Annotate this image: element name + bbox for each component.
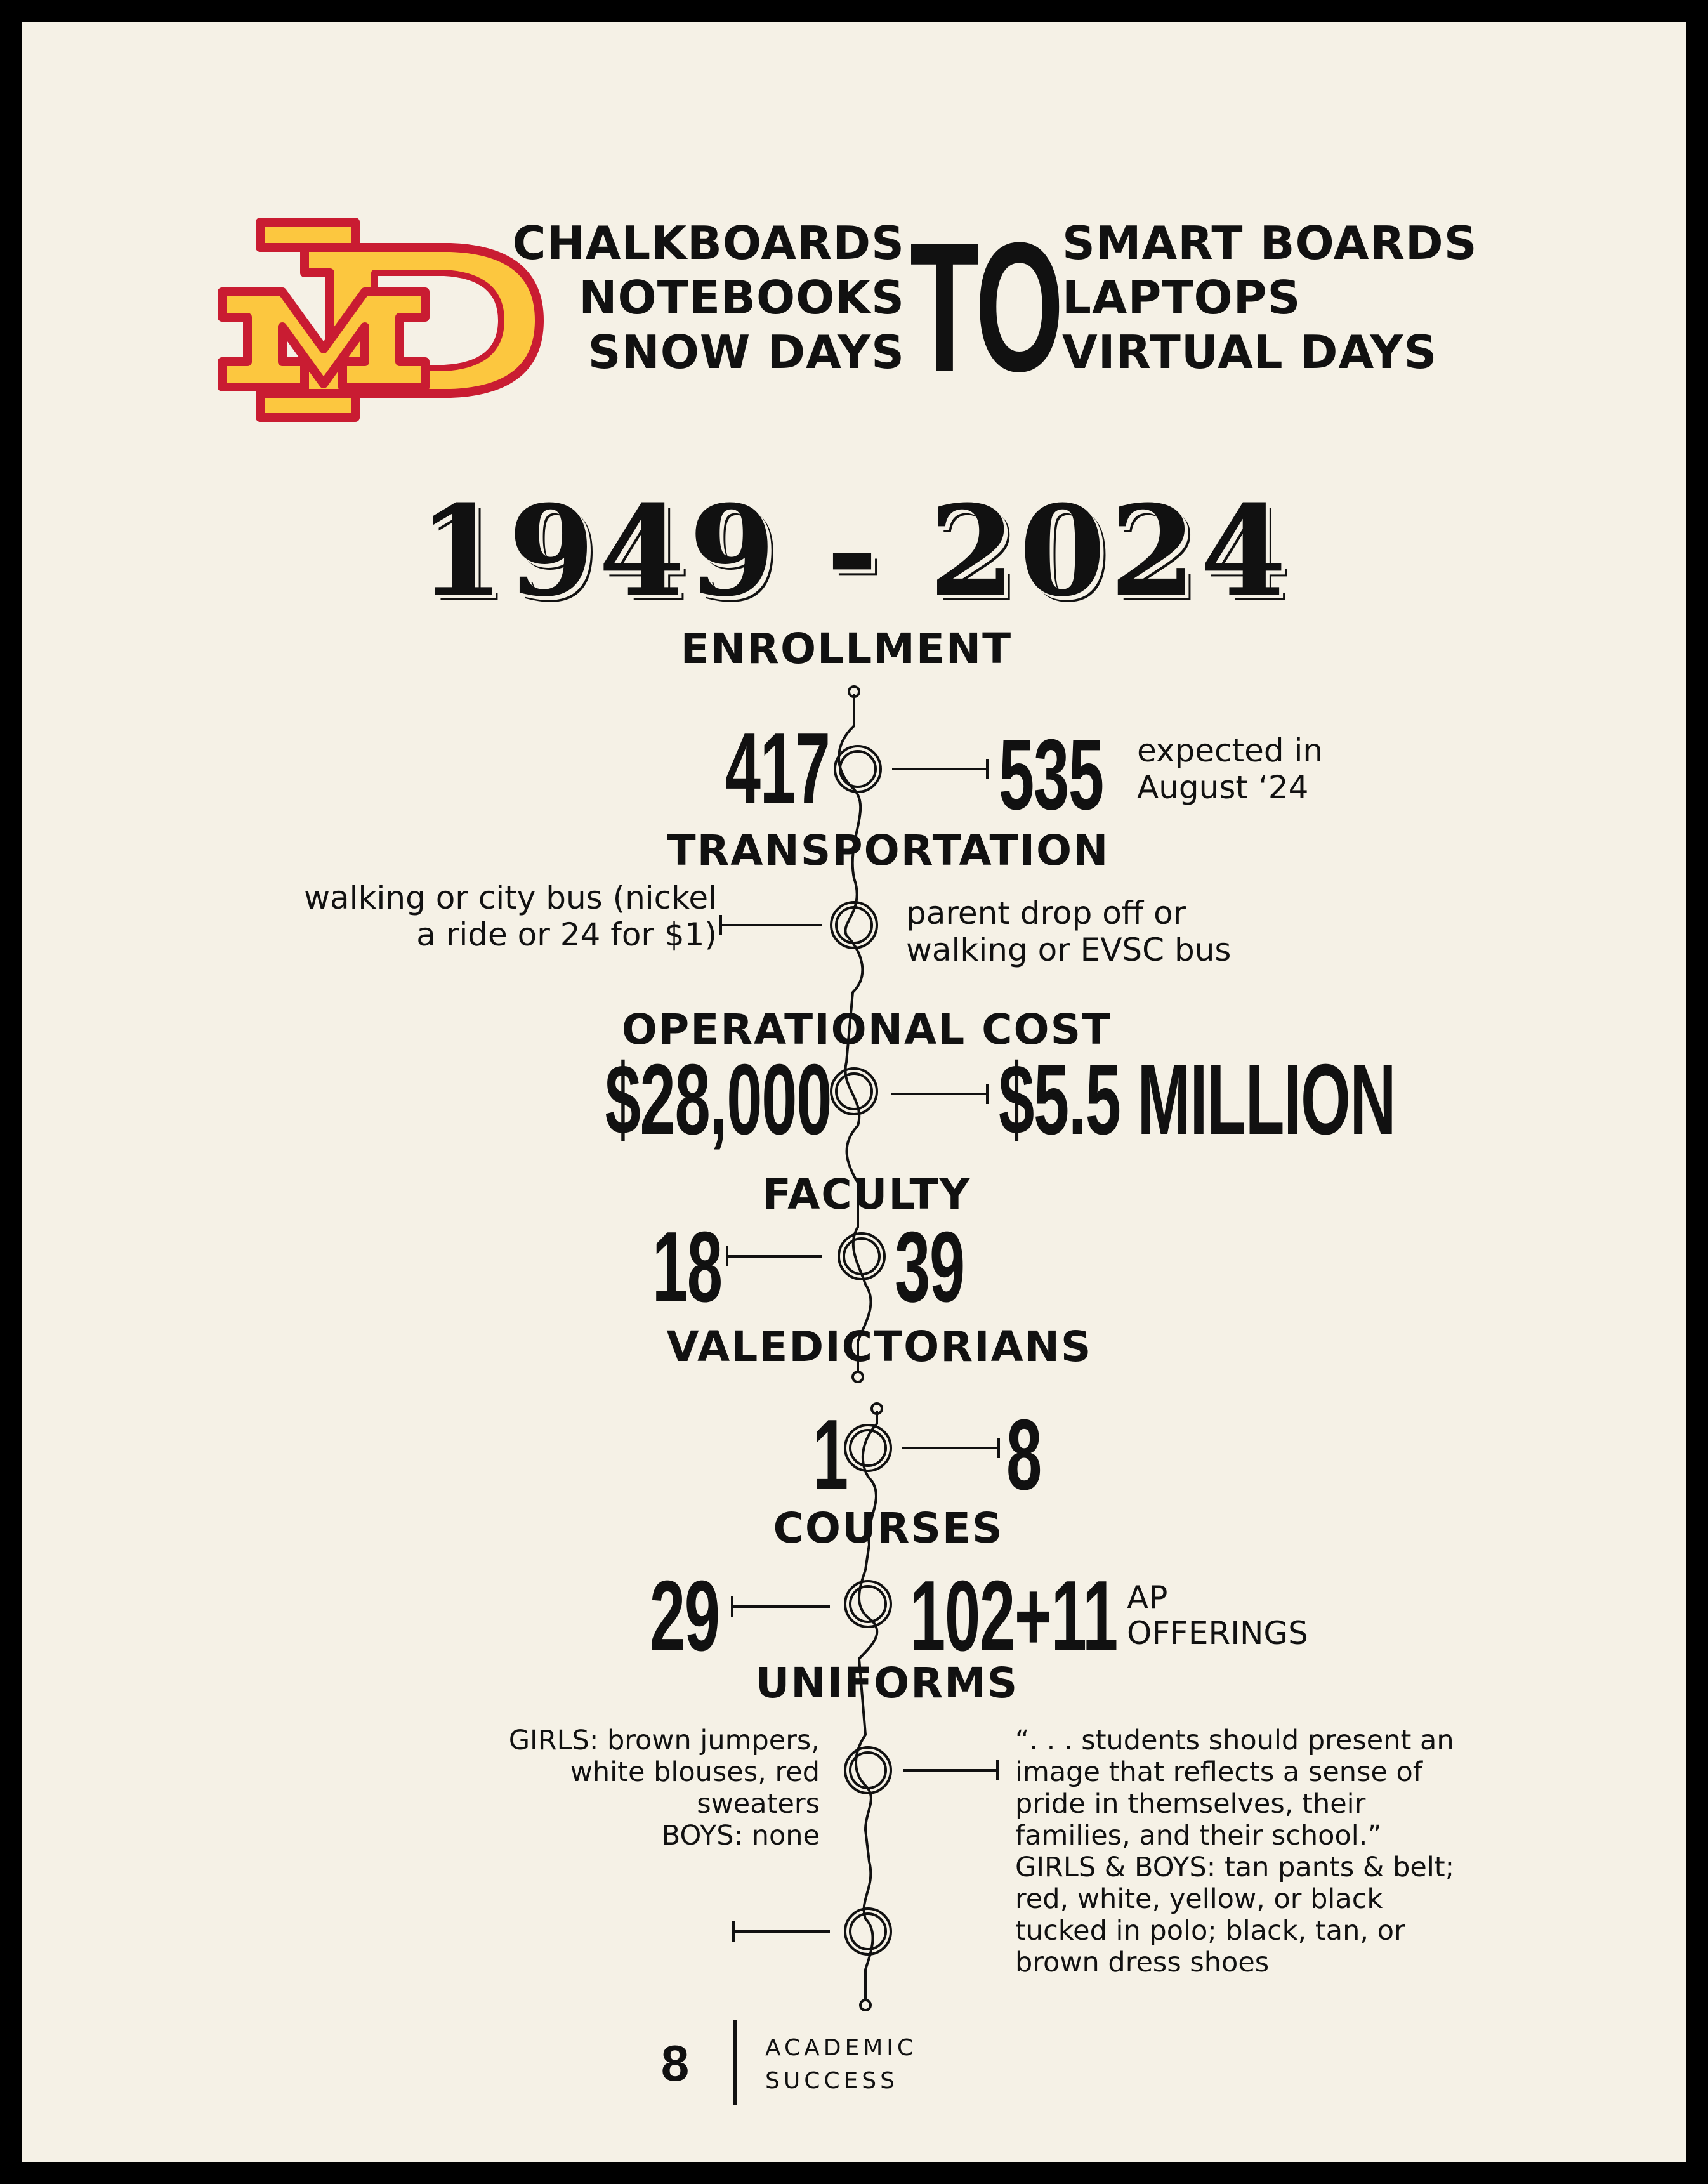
uniforms-now-line: “. . . students should present an (1015, 1725, 1454, 1756)
header-connector: TO (910, 204, 1062, 410)
courses-title: COURSES (773, 1504, 1004, 1553)
enrollment-now-note: expected in (1137, 732, 1324, 769)
enrollment-then: 417 (725, 713, 830, 824)
uniforms-then-line: sweaters (697, 1788, 820, 1820)
courses-now: 102+11 (910, 1560, 1117, 1672)
enrollment-title: ENROLLMENT (680, 624, 1013, 673)
uniforms-now-line: tucked in polo; black, tan, or (1015, 1915, 1405, 1947)
operational-cost-then: $28,000 (605, 1044, 831, 1155)
header-right-line: LAPTOPS (1062, 271, 1301, 324)
transportation-now: walking or EVSC bus (906, 931, 1232, 968)
footer-label: SUCCESS (765, 2068, 898, 2094)
operational-cost-now: $5.5 MILLION (999, 1044, 1396, 1155)
courses-then: 29 (650, 1560, 719, 1672)
footer-divider (733, 2020, 737, 2105)
uniforms-now-line: families, and their school.” (1015, 1820, 1382, 1852)
transportation-title: TRANSPORTATION (667, 826, 1110, 875)
enrollment-now: 535 (999, 719, 1103, 831)
operational-cost-title: OPERATIONAL COST (621, 1005, 1112, 1054)
page (22, 22, 1686, 2162)
valedictorians-then: 1 (813, 1399, 848, 1511)
enrollment-now-note: August ‘24 (1137, 769, 1309, 806)
uniforms-now-line: GIRLS & BOYS: tan pants & belt; (1015, 1852, 1455, 1883)
courses-now-note: AP (1127, 1579, 1168, 1616)
header-left-line: NOTEBOOKS (579, 271, 905, 324)
header-left-line: CHALKBOARDS (512, 216, 905, 270)
uniforms-now-line: image that reflects a sense of (1015, 1756, 1422, 1788)
years-heading: 1949 - 2024 (417, 478, 1291, 624)
courses-now-note: OFFERINGS (1127, 1615, 1308, 1652)
page-number: 8 (660, 2035, 690, 2091)
faculty-then: 18 (652, 1211, 722, 1323)
footer-label: ACADEMIC (765, 2035, 917, 2061)
uniforms-now-line: pride in themselves, their (1015, 1788, 1366, 1820)
uniforms-then-line: BOYS: none (661, 1820, 820, 1852)
uniforms-then-line: white blouses, red (570, 1756, 820, 1788)
uniforms-now-line: red, white, yellow, or black (1015, 1883, 1383, 1915)
uniforms-now-line: brown dress shoes (1015, 1947, 1270, 1978)
transportation-now: parent drop off or (906, 895, 1186, 931)
transportation-then: walking or city bus (nickel (304, 879, 717, 916)
uniforms-then-line: GIRLS: brown jumpers, (508, 1725, 820, 1756)
faculty-title: FACULTY (762, 1170, 971, 1219)
uniforms-title: UNIFORMS (755, 1659, 1019, 1707)
valedictorians-now: 8 (1006, 1399, 1041, 1511)
header-right-line: VIRTUAL DAYS (1062, 326, 1438, 379)
header-left-line: SNOW DAYS (588, 326, 905, 379)
faculty-now: 39 (895, 1211, 964, 1323)
header-right-line: SMART BOARDS (1062, 216, 1478, 270)
transportation-then: a ride or 24 for $1) (416, 916, 717, 953)
valedictorians-title: VALEDICTORIANS (666, 1322, 1093, 1371)
